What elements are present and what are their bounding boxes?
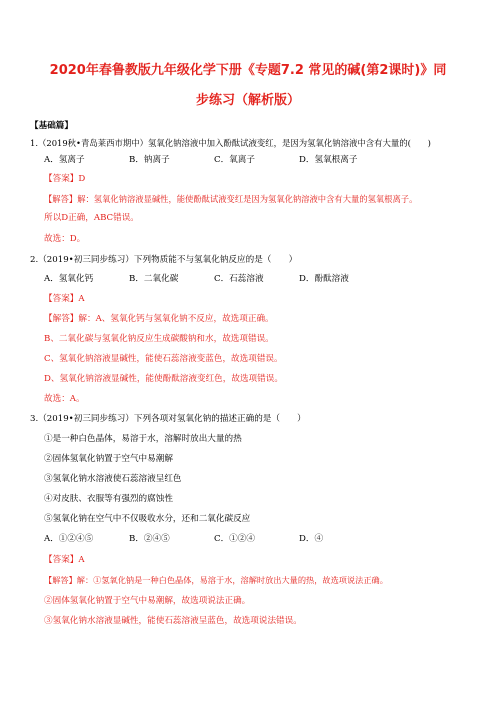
question-3-statement-5: ⑤氢氧化钠在空气中不仅吸收水分，还和二氧化碳反应	[44, 514, 251, 524]
question-2-analysis-d: D、氢氧化钠溶液显碱性，能使酚酞溶液变红色，故选项错误。	[44, 374, 283, 384]
question-2-analysis-c: C、氢氧化钠溶液显碱性，能使石蕊溶液变蓝色，故选项错误。	[44, 354, 283, 364]
document-title-line-1: 2020年春鲁教版九年级化学下册《专题7.2 常见的碱(第2课时)》同	[49, 63, 447, 78]
question-3-analysis-2: ②固体氢氧化钠置于空气中易潮解，故选项说法正确。	[44, 596, 251, 606]
question-2-stem: 2.（2019•初三同步练习）下列物质能不与氢氧化钠反应的是（ ）	[30, 255, 298, 265]
question-3-answer: 【答案】A	[44, 555, 85, 565]
option-c: C．①②④	[214, 534, 255, 544]
option-d: D．④	[299, 534, 324, 544]
question-3-statement-1: ①是一种白色晶体，易溶于水，溶解时放出大量的热	[44, 434, 242, 444]
question-3-analysis-3: ③氢氧化钠水溶液显碱性，能使石蕊溶液呈蓝色，故选项说法错误。	[44, 616, 302, 626]
option-b: B．②④⑤	[129, 534, 170, 544]
question-3-statement-4: ④对皮肤、衣服等有强烈的腐蚀性	[44, 494, 173, 504]
option-b: B．钠离子	[129, 155, 170, 165]
option-b: B．二氧化碳	[129, 274, 179, 284]
question-3-statement-2: ②固体氢氧化钠置于空气中易潮解	[44, 454, 173, 464]
option-a: A．氢离子	[44, 155, 85, 165]
option-a: A．氢氧化钙	[44, 274, 94, 284]
option-d: D．酚酞溶液	[299, 274, 349, 284]
question-1-analysis-2: 所以D正确，ABC错误。	[44, 213, 139, 223]
option-c: C．石蕊溶液	[214, 274, 264, 284]
question-1-answer: 【答案】D	[44, 174, 86, 184]
question-3-analysis-1: 【解答】解：①氢氧化钠是一种白色晶体，易溶于水，溶解时放出大量的热，故选项说法正确。	[44, 575, 388, 585]
question-1-stem: 1.（2019秋•青岛莱西市期中）氢氧化钠溶液中加入酚酞试液变红，是因为氢氧化钠溶液中含有大量的( )	[30, 138, 431, 148]
option-a: A．①②④⑤	[44, 534, 94, 544]
section-heading-basic: 【基础篇】	[30, 121, 73, 131]
question-2-answer: 【答案】A	[44, 294, 85, 304]
question-2-conclusion: 故选：A。	[44, 394, 85, 404]
question-1-analysis: 【解答】解：氢氧化钠溶液显碱性，能使酚酞试液变红是因为氢氧化钠溶液中含有大量的氢氧根离子。	[44, 194, 418, 204]
question-1-conclusion: 故选：D。	[44, 234, 86, 244]
question-2-analysis-a: 【解答】解：A、氢氧化钙与氢氧化钠不反应，故选项正确。	[44, 314, 274, 324]
document-title-line-2: 步练习（解析版）	[195, 93, 300, 108]
question-2-analysis-b: B、二氧化碳与氢氧化钠反应生成碳酸钠和水，故选项错误。	[44, 334, 274, 344]
question-3-statement-3: ③氢氧化钠水溶液使石蕊溶液呈红色	[44, 474, 182, 484]
question-3-stem: 3.（2019•初三同步练习）下列各项对氢氧化钠的描述正确的是（ ）	[30, 414, 306, 424]
option-d: D．氢氧根离子	[299, 155, 358, 165]
option-c: C．氧离子	[214, 155, 255, 165]
